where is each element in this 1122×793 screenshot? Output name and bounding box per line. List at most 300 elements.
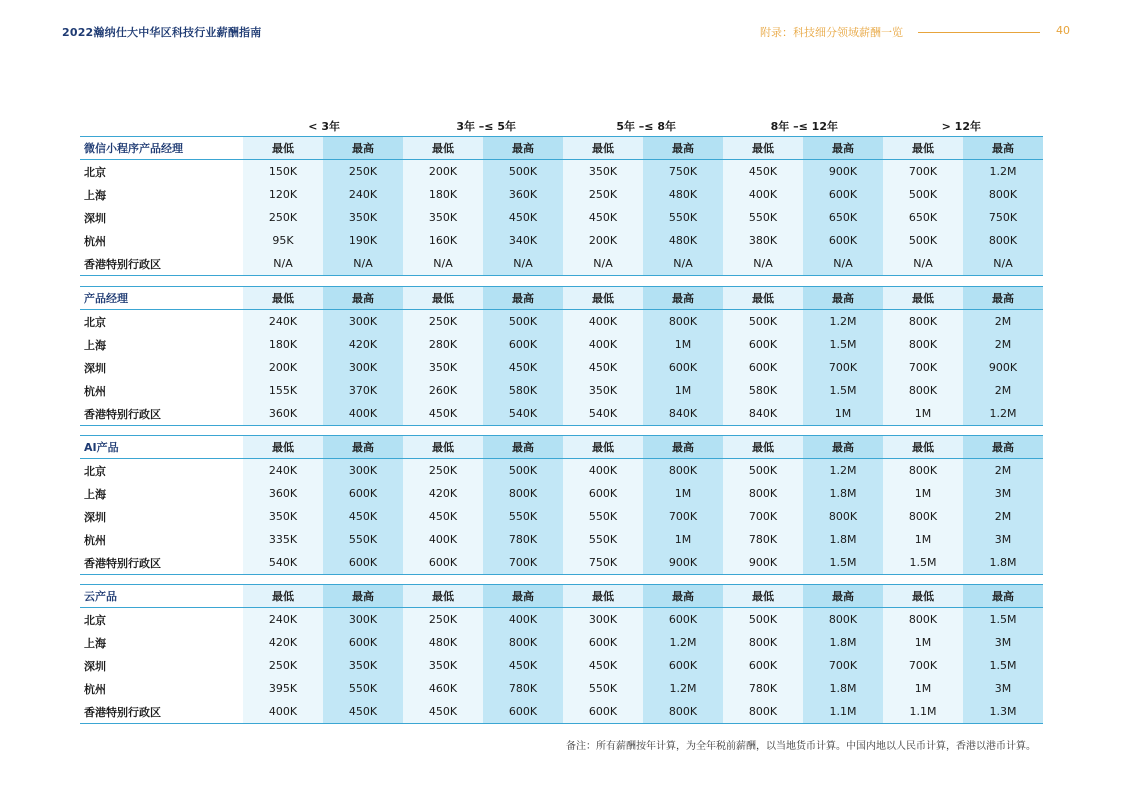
table-row <box>80 310 1043 334</box>
min-salary-cell: 120K <box>243 183 323 206</box>
max-salary-cell: 800K <box>643 310 723 334</box>
max-salary-cell: 1M <box>643 379 723 402</box>
max-salary-cell: 450K <box>483 206 563 229</box>
max-salary-cell: 840K <box>643 402 723 426</box>
table-row <box>80 528 1043 551</box>
min-salary-cell: 420K <box>403 482 483 505</box>
min-salary-cell: 800K <box>883 459 963 483</box>
min-salary-header: 最低 <box>403 585 483 608</box>
max-salary-cell: 800K <box>483 482 563 505</box>
max-salary-cell: 450K <box>483 654 563 677</box>
table-row <box>80 356 1043 379</box>
max-salary-header: 最高 <box>803 436 883 459</box>
min-salary-cell: N/A <box>883 252 963 276</box>
min-salary-cell: 600K <box>563 700 643 724</box>
min-salary-cell: 1M <box>883 528 963 551</box>
max-salary-cell: 350K <box>323 654 403 677</box>
min-salary-cell: 420K <box>243 631 323 654</box>
max-salary-cell: 1.2M <box>963 402 1043 426</box>
min-salary-cell: 450K <box>563 654 643 677</box>
city-label: 北京 <box>80 459 243 483</box>
min-salary-cell: 180K <box>403 183 483 206</box>
footnote: 备注：所有薪酬按年计算，为全年税前薪酬，以当地货币计算。中国内地以人民币计算，香港以港币计算。 <box>566 741 1036 752</box>
min-salary-cell: 500K <box>883 229 963 252</box>
min-salary-cell: 800K <box>883 310 963 334</box>
role-title: 云产品 <box>80 585 243 608</box>
min-salary-cell: 800K <box>883 333 963 356</box>
min-salary-cell: 250K <box>403 310 483 334</box>
table-row <box>80 252 1043 276</box>
max-salary-cell: 900K <box>963 356 1043 379</box>
max-salary-cell: 1.5M <box>803 333 883 356</box>
max-salary-cell: 1M <box>643 482 723 505</box>
max-salary-cell: 300K <box>323 459 403 483</box>
min-salary-cell: 155K <box>243 379 323 402</box>
min-salary-cell: 95K <box>243 229 323 252</box>
max-salary-cell: 480K <box>643 229 723 252</box>
table-header-row <box>80 137 1043 160</box>
max-salary-cell: 3M <box>963 482 1043 505</box>
max-salary-cell: 600K <box>323 482 403 505</box>
min-salary-cell: 840K <box>723 402 803 426</box>
min-salary-cell: 1.1M <box>883 700 963 724</box>
max-salary-cell: 360K <box>483 183 563 206</box>
max-salary-cell: 300K <box>323 310 403 334</box>
max-salary-header: 最高 <box>323 287 403 310</box>
max-salary-cell: 550K <box>483 505 563 528</box>
min-salary-cell: 400K <box>563 333 643 356</box>
max-salary-cell: 2M <box>963 459 1043 483</box>
max-salary-cell: 600K <box>803 183 883 206</box>
min-salary-cell: N/A <box>723 252 803 276</box>
min-salary-cell: 1M <box>883 631 963 654</box>
section-title: 附录：科技细分领域薪酬一览 <box>760 26 903 39</box>
max-salary-cell: 300K <box>323 608 403 632</box>
min-salary-header: 最低 <box>563 585 643 608</box>
max-salary-cell: 2M <box>963 505 1043 528</box>
min-salary-cell: 335K <box>243 528 323 551</box>
min-salary-cell: N/A <box>403 252 483 276</box>
max-salary-cell: 600K <box>323 551 403 575</box>
min-salary-cell: 600K <box>563 482 643 505</box>
min-salary-header: 最低 <box>723 287 803 310</box>
min-salary-cell: 200K <box>243 356 323 379</box>
min-salary-cell: 1.5M <box>883 551 963 575</box>
min-salary-cell: 500K <box>883 183 963 206</box>
max-salary-cell: 250K <box>323 160 403 184</box>
min-salary-cell: 240K <box>243 459 323 483</box>
table-row <box>80 654 1043 677</box>
min-salary-cell: 300K <box>563 608 643 632</box>
table-header-row <box>80 287 1043 310</box>
max-salary-cell: 800K <box>643 700 723 724</box>
min-salary-cell: 780K <box>723 528 803 551</box>
max-salary-cell: 700K <box>803 356 883 379</box>
min-salary-header: 最低 <box>563 137 643 160</box>
table-row <box>80 608 1043 632</box>
max-salary-cell: 700K <box>643 505 723 528</box>
table-header-row <box>80 585 1043 608</box>
max-salary-header: 最高 <box>323 585 403 608</box>
min-salary-cell: 260K <box>403 379 483 402</box>
max-salary-cell: 800K <box>483 631 563 654</box>
min-salary-cell: 450K <box>563 206 643 229</box>
max-salary-cell: 1.1M <box>803 700 883 724</box>
max-salary-cell: 1.5M <box>803 551 883 575</box>
min-salary-cell: 380K <box>723 229 803 252</box>
role-title: 产品经理 <box>80 287 243 310</box>
max-salary-cell: 900K <box>643 551 723 575</box>
experience-group-label: > 12年 <box>941 120 981 133</box>
max-salary-cell: 600K <box>323 631 403 654</box>
min-salary-cell: 800K <box>723 700 803 724</box>
experience-group-label: < 3年 <box>308 120 340 133</box>
max-salary-cell: 650K <box>803 206 883 229</box>
min-salary-cell: 240K <box>243 608 323 632</box>
max-salary-cell: 450K <box>323 505 403 528</box>
min-salary-cell: 450K <box>563 356 643 379</box>
max-salary-cell: 600K <box>803 229 883 252</box>
city-label: 香港特别行政区 <box>80 700 243 724</box>
min-salary-header: 最低 <box>883 287 963 310</box>
max-salary-cell: 500K <box>483 310 563 334</box>
min-salary-cell: 480K <box>403 631 483 654</box>
min-salary-cell: 500K <box>723 310 803 334</box>
max-salary-header: 最高 <box>643 585 723 608</box>
max-salary-cell: 420K <box>323 333 403 356</box>
min-salary-cell: 540K <box>563 402 643 426</box>
max-salary-cell: 480K <box>643 183 723 206</box>
max-salary-cell: 580K <box>483 379 563 402</box>
max-salary-header: 最高 <box>803 287 883 310</box>
min-salary-cell: 250K <box>243 654 323 677</box>
min-salary-cell: N/A <box>243 252 323 276</box>
max-salary-cell: N/A <box>643 252 723 276</box>
max-salary-header: 最高 <box>323 436 403 459</box>
max-salary-cell: 780K <box>483 677 563 700</box>
page-number: 40 <box>1056 24 1070 37</box>
max-salary-cell: 500K <box>483 459 563 483</box>
city-label: 香港特别行政区 <box>80 402 243 426</box>
min-salary-cell: 550K <box>723 206 803 229</box>
min-salary-cell: 350K <box>563 379 643 402</box>
max-salary-cell: N/A <box>323 252 403 276</box>
min-salary-cell: 180K <box>243 333 323 356</box>
min-salary-cell: 800K <box>883 379 963 402</box>
min-salary-cell: 200K <box>563 229 643 252</box>
experience-group-label: 5年 –≤ 8年 <box>616 120 676 133</box>
min-salary-cell: 450K <box>403 700 483 724</box>
max-salary-cell: N/A <box>963 252 1043 276</box>
min-salary-cell: 700K <box>883 356 963 379</box>
city-label: 北京 <box>80 608 243 632</box>
city-label: 杭州 <box>80 528 243 551</box>
min-salary-cell: 580K <box>723 379 803 402</box>
min-salary-cell: 1M <box>883 482 963 505</box>
table-row <box>80 402 1043 426</box>
max-salary-cell: 1.5M <box>963 654 1043 677</box>
max-salary-cell: N/A <box>483 252 563 276</box>
max-salary-cell: 800K <box>963 229 1043 252</box>
salary-table <box>80 286 1043 426</box>
max-salary-cell: 550K <box>323 677 403 700</box>
city-label: 深圳 <box>80 505 243 528</box>
city-label: 北京 <box>80 160 243 184</box>
min-salary-cell: 400K <box>723 183 803 206</box>
max-salary-cell: 1.8M <box>963 551 1043 575</box>
min-salary-header: 最低 <box>403 287 483 310</box>
max-salary-header: 最高 <box>803 585 883 608</box>
min-salary-header: 最低 <box>883 137 963 160</box>
max-salary-cell: 1.2M <box>803 459 883 483</box>
max-salary-cell: 3M <box>963 631 1043 654</box>
table-row <box>80 551 1043 575</box>
max-salary-cell: 800K <box>803 505 883 528</box>
min-salary-cell: 250K <box>403 459 483 483</box>
min-salary-cell: 500K <box>723 608 803 632</box>
min-salary-cell: 360K <box>243 482 323 505</box>
max-salary-cell: 800K <box>643 459 723 483</box>
min-salary-cell: 800K <box>723 631 803 654</box>
min-salary-cell: 150K <box>243 160 323 184</box>
min-salary-cell: 1M <box>883 677 963 700</box>
max-salary-cell: 540K <box>483 402 563 426</box>
min-salary-cell: 250K <box>563 183 643 206</box>
max-salary-cell: 1M <box>643 333 723 356</box>
table-row <box>80 505 1043 528</box>
min-salary-cell: 600K <box>723 356 803 379</box>
min-salary-cell: 350K <box>403 356 483 379</box>
min-salary-cell: 280K <box>403 333 483 356</box>
min-salary-header: 最低 <box>243 287 323 310</box>
page-header-right <box>760 24 1070 40</box>
max-salary-cell: 450K <box>483 356 563 379</box>
max-salary-header: 最高 <box>963 436 1043 459</box>
experience-column-headers <box>80 118 1043 134</box>
city-label: 上海 <box>80 482 243 505</box>
max-salary-cell: 600K <box>483 700 563 724</box>
min-salary-cell: 400K <box>563 459 643 483</box>
document-title: 2022瀚纳仕大中华区科技行业薪酬指南 <box>62 26 262 39</box>
table-row <box>80 183 1043 206</box>
max-salary-header: 最高 <box>483 287 563 310</box>
max-salary-cell: 1.2M <box>963 160 1043 184</box>
max-salary-cell: 2M <box>963 379 1043 402</box>
max-salary-cell: 400K <box>323 402 403 426</box>
min-salary-header: 最低 <box>243 436 323 459</box>
salary-table <box>80 136 1043 276</box>
min-salary-cell: 350K <box>403 654 483 677</box>
min-salary-cell: 450K <box>723 160 803 184</box>
max-salary-cell: 1.8M <box>803 528 883 551</box>
max-salary-cell: 1.3M <box>963 700 1043 724</box>
max-salary-header: 最高 <box>643 287 723 310</box>
min-salary-cell: 450K <box>403 505 483 528</box>
city-label: 北京 <box>80 310 243 334</box>
max-salary-cell: 800K <box>963 183 1043 206</box>
min-salary-cell: 650K <box>883 206 963 229</box>
city-label: 深圳 <box>80 206 243 229</box>
max-salary-cell: 750K <box>963 206 1043 229</box>
max-salary-header: 最高 <box>643 137 723 160</box>
min-salary-cell: 350K <box>243 505 323 528</box>
min-salary-cell: 500K <box>723 459 803 483</box>
min-salary-header: 最低 <box>403 436 483 459</box>
min-salary-header: 最低 <box>563 287 643 310</box>
min-salary-cell: 800K <box>883 505 963 528</box>
min-salary-header: 最低 <box>243 137 323 160</box>
experience-group-label: 8年 –≤ 12年 <box>770 120 838 133</box>
max-salary-cell: 1.8M <box>803 677 883 700</box>
max-salary-cell: 1M <box>803 402 883 426</box>
min-salary-cell: 550K <box>563 505 643 528</box>
max-salary-cell: 190K <box>323 229 403 252</box>
max-salary-cell: 340K <box>483 229 563 252</box>
min-salary-header: 最低 <box>723 585 803 608</box>
min-salary-header: 最低 <box>883 585 963 608</box>
city-label: 上海 <box>80 631 243 654</box>
salary-table <box>80 584 1043 724</box>
max-salary-cell: 300K <box>323 356 403 379</box>
min-salary-cell: 600K <box>723 654 803 677</box>
min-salary-cell: 395K <box>243 677 323 700</box>
table-header-row <box>80 436 1043 459</box>
min-salary-cell: 460K <box>403 677 483 700</box>
table-row <box>80 206 1043 229</box>
min-salary-cell: 800K <box>723 482 803 505</box>
experience-group-label: 3年 –≤ 5年 <box>456 120 516 133</box>
max-salary-cell: 1.8M <box>803 482 883 505</box>
city-label: 上海 <box>80 183 243 206</box>
min-salary-header: 最低 <box>403 137 483 160</box>
min-salary-cell: 780K <box>723 677 803 700</box>
max-salary-cell: 450K <box>323 700 403 724</box>
max-salary-cell: 1M <box>643 528 723 551</box>
min-salary-cell: 750K <box>563 551 643 575</box>
max-salary-cell: 500K <box>483 160 563 184</box>
min-salary-cell: 360K <box>243 402 323 426</box>
max-salary-cell: 1.5M <box>963 608 1043 632</box>
max-salary-cell: 550K <box>323 528 403 551</box>
city-label: 香港特别行政区 <box>80 252 243 276</box>
max-salary-cell: 2M <box>963 310 1043 334</box>
max-salary-cell: 240K <box>323 183 403 206</box>
max-salary-cell: 600K <box>643 608 723 632</box>
max-salary-cell: 1.2M <box>643 631 723 654</box>
max-salary-header: 最高 <box>483 137 563 160</box>
salary-table <box>80 435 1043 575</box>
city-label: 杭州 <box>80 677 243 700</box>
min-salary-header: 最低 <box>563 436 643 459</box>
max-salary-cell: N/A <box>803 252 883 276</box>
min-salary-cell: 550K <box>563 528 643 551</box>
min-salary-cell: 250K <box>403 608 483 632</box>
max-salary-cell: 3M <box>963 528 1043 551</box>
city-label: 香港特别行政区 <box>80 551 243 575</box>
header-divider <box>918 32 1040 33</box>
min-salary-cell: 450K <box>403 402 483 426</box>
table-row <box>80 459 1043 483</box>
table-row <box>80 482 1043 505</box>
max-salary-cell: 2M <box>963 333 1043 356</box>
min-salary-header: 最低 <box>883 436 963 459</box>
min-salary-cell: 700K <box>883 654 963 677</box>
max-salary-cell: 600K <box>643 654 723 677</box>
min-salary-cell: 400K <box>563 310 643 334</box>
max-salary-header: 最高 <box>803 137 883 160</box>
min-salary-cell: 250K <box>243 206 323 229</box>
min-salary-cell: 550K <box>563 677 643 700</box>
min-salary-header: 最低 <box>723 137 803 160</box>
min-salary-cell: 400K <box>403 528 483 551</box>
max-salary-cell: 1.2M <box>803 310 883 334</box>
table-row <box>80 677 1043 700</box>
table-row <box>80 160 1043 184</box>
max-salary-cell: 350K <box>323 206 403 229</box>
table-row <box>80 333 1043 356</box>
city-label: 深圳 <box>80 654 243 677</box>
city-label: 杭州 <box>80 379 243 402</box>
table-row <box>80 631 1043 654</box>
min-salary-cell: 900K <box>723 551 803 575</box>
city-label: 上海 <box>80 333 243 356</box>
max-salary-cell: 550K <box>643 206 723 229</box>
table-row <box>80 700 1043 724</box>
max-salary-cell: 700K <box>483 551 563 575</box>
min-salary-cell: 540K <box>243 551 323 575</box>
max-salary-header: 最高 <box>963 585 1043 608</box>
min-salary-cell: 240K <box>243 310 323 334</box>
max-salary-cell: 900K <box>803 160 883 184</box>
min-salary-cell: 700K <box>723 505 803 528</box>
max-salary-header: 最高 <box>483 436 563 459</box>
table-row <box>80 379 1043 402</box>
city-label: 杭州 <box>80 229 243 252</box>
max-salary-cell: 400K <box>483 608 563 632</box>
max-salary-header: 最高 <box>963 137 1043 160</box>
max-salary-cell: 600K <box>643 356 723 379</box>
min-salary-header: 最低 <box>243 585 323 608</box>
max-salary-cell: 370K <box>323 379 403 402</box>
min-salary-cell: 1M <box>883 402 963 426</box>
max-salary-header: 最高 <box>323 137 403 160</box>
max-salary-header: 最高 <box>643 436 723 459</box>
min-salary-cell: N/A <box>563 252 643 276</box>
min-salary-cell: 600K <box>563 631 643 654</box>
max-salary-cell: 700K <box>803 654 883 677</box>
min-salary-cell: 800K <box>883 608 963 632</box>
min-salary-cell: 350K <box>403 206 483 229</box>
min-salary-cell: 400K <box>243 700 323 724</box>
min-salary-cell: 600K <box>403 551 483 575</box>
max-salary-cell: 780K <box>483 528 563 551</box>
max-salary-cell: 1.8M <box>803 631 883 654</box>
max-salary-cell: 3M <box>963 677 1043 700</box>
min-salary-header: 最低 <box>723 436 803 459</box>
role-title: AI产品 <box>80 436 243 459</box>
city-label: 深圳 <box>80 356 243 379</box>
min-salary-cell: 600K <box>723 333 803 356</box>
min-salary-cell: 160K <box>403 229 483 252</box>
table-row <box>80 229 1043 252</box>
max-salary-cell: 1.5M <box>803 379 883 402</box>
max-salary-cell: 600K <box>483 333 563 356</box>
max-salary-cell: 800K <box>803 608 883 632</box>
max-salary-header: 最高 <box>483 585 563 608</box>
min-salary-cell: 700K <box>883 160 963 184</box>
min-salary-cell: 350K <box>563 160 643 184</box>
max-salary-header: 最高 <box>963 287 1043 310</box>
